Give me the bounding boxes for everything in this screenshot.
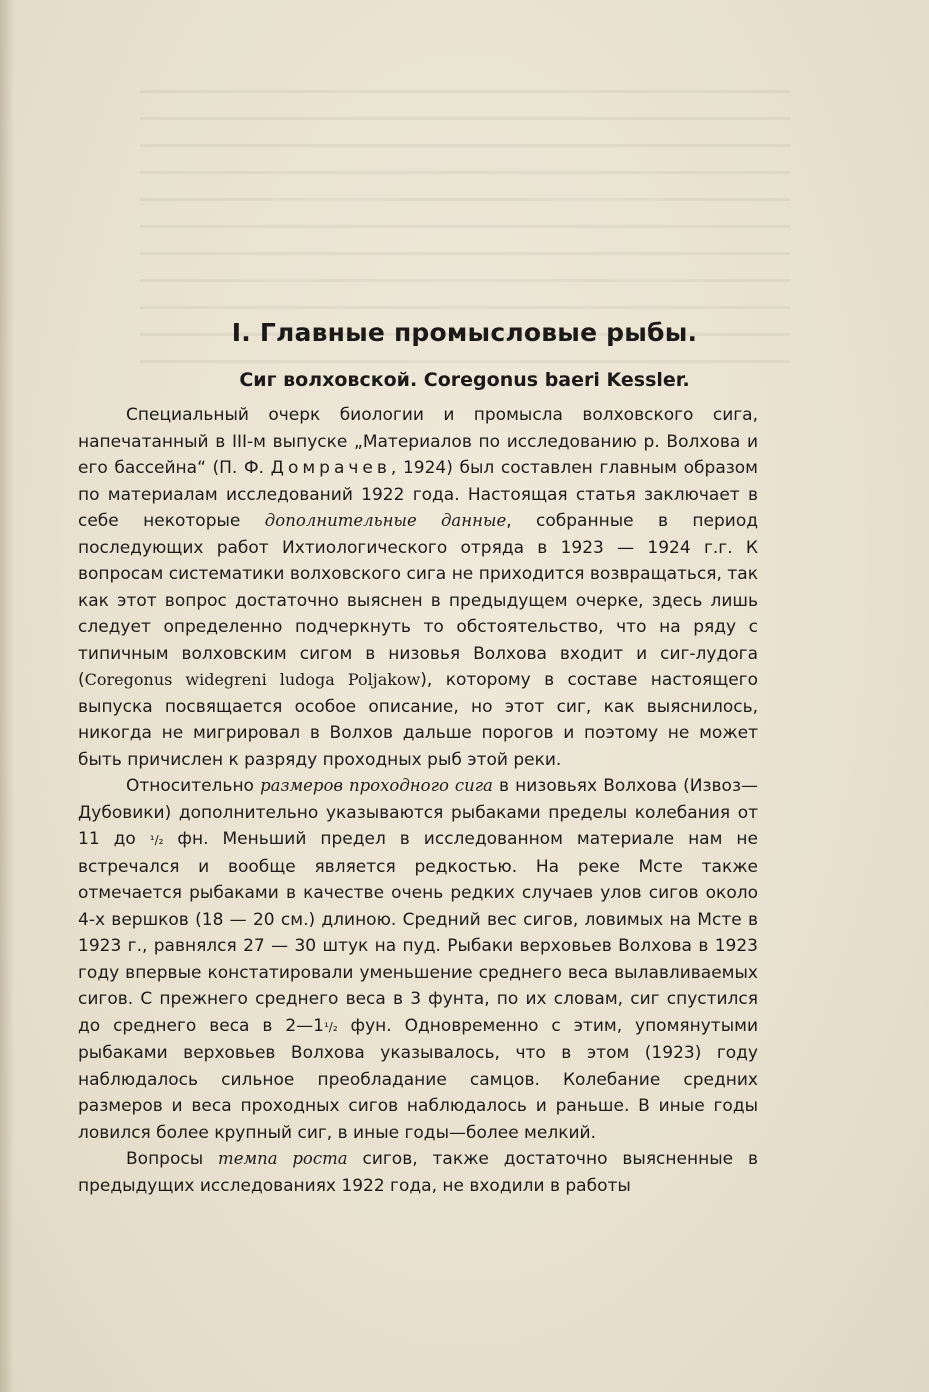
page-edge-shadow <box>0 0 14 1392</box>
fraction-half-2: ¹/₂ <box>323 1019 338 1034</box>
emphasis-size: размеров проходного сига <box>260 776 493 795</box>
section-heading: I. Главные промысловые рыбы. <box>231 318 698 347</box>
species-subheading: Сиг волховской. Coregonus baeri Kessler. <box>239 369 690 391</box>
emphasis-additional-data: дополнительные данные <box>264 511 507 530</box>
paragraph-1: Специальный очерк биологии и промысла волховского сига, напечатанный в III-м выпуске „Материалов по исследованию р. Волхова и его бассейна“ (П. Ф. Домрачев, 1924) был составлен главным образом по материалам исследований 1922 года. Настоящая статья заключает в себе некоторые дополнительные данные, собранные в период последующих работ Ихтиологического отряда в 1923 — 1924 г.г. К вопросам систематики волховского сига не приходится возвращаться, так как этот вопрос достаточно выяснен в предыдущем очерке, здесь лишь следует определенно подчеркнуть то обстоятельство, что на ряду с типичным волховским сигом в низовья Волхова входит и сиг-лудога (Coregonus widegreni ludoga Poljakow), которому в составе настоящего выпуска посвящается особое описание, но этот сиг, как выяснилось, никогда не мигрировал в Волхов дальше порогов и поэтому не может быть причислен к разряду проходных рыб этой реки. <box>78 405 758 770</box>
paragraph-3: Вопросы темпа роста сигов, также достаточно выясненные в предыдущих исследованиях 1922 года, не входили в работы <box>78 1149 759 1196</box>
emphasis-growth-rate: темпа роста <box>218 1149 348 1168</box>
paragraph-2: Относительно размеров проходного сига в низовьях Волхова (Извоз—Дубовики) дополнительно указываются рыбаками пределы колебания от 11 до ¹/₂ фн. Меньший предел в исследованном материале нам не встречался и вообще является редкостью. На реке Мсте также отмечается рыбаками в качестве очень редких случаев улов сигов около 4-х вершков (18 — 20 см.) длиною. Средний вес сигов, ловимых на Мсте в 1923 г., равнялся 27 — 30 штук на пуд. Рыбаки верховьев Волхова в 1923 году впервые констатировали уменьшение среднего веса вылавливаемых сигов. С прежнего среднего веса в 3 фунта, по их словам, сиг спустился до среднего веса в 2—1¹/₂ фун. Одновременно с этим, упомянутыми рыбаками верховьев Волхова указывалось, что в этом (1923) году наблюдалось сильное преобладание самцов. Колебание средних размеров и веса проходных сигов наблюдалось и раньше. В иные годы ловился более крупный сиг, в иные годы—более мелкий. <box>78 776 759 1143</box>
body-text <box>78 402 758 1199</box>
fraction-half: ¹/₂ <box>149 833 164 847</box>
latin-species-name: Coregonus widegreni ludoga Poljakow <box>84 670 421 689</box>
author-name: Домрачев <box>270 458 391 478</box>
